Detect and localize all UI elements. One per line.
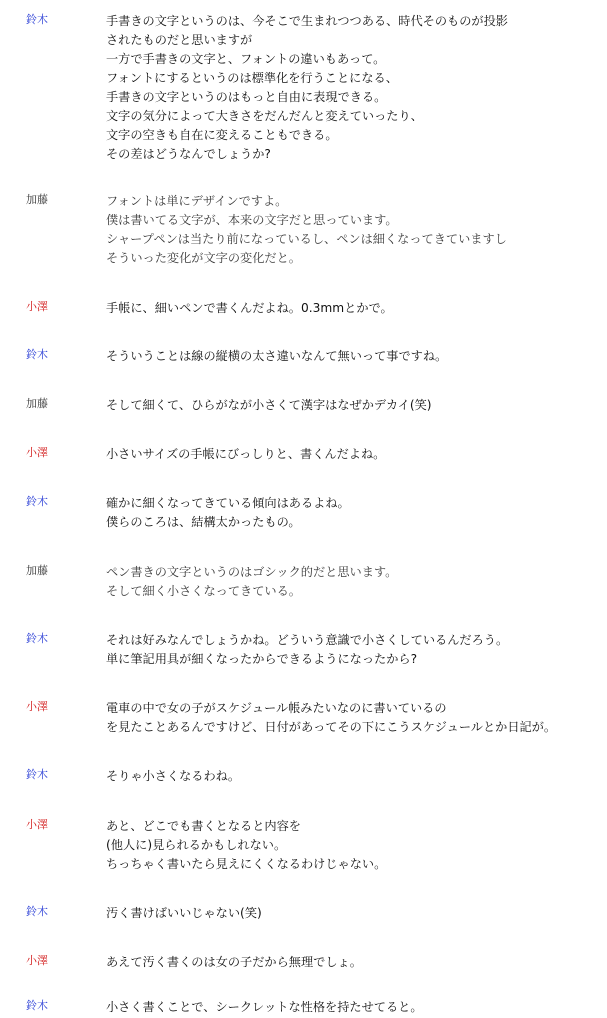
dialogue-line: 手帳に、細いペンで書くんだよね。0.3mmとかで。 bbox=[106, 301, 393, 315]
dialogue-line: それは好みなんでしょうかね。どういう意識で小さくしているんだろう。 bbox=[106, 633, 509, 647]
speaker-name: 小澤 bbox=[26, 818, 48, 831]
dialogue-line: 手書きの文字というのは、今そこで生まれつつある、時代そのものが投影 bbox=[106, 14, 508, 28]
speaker-name: 小澤 bbox=[26, 700, 48, 713]
speaker-name: 鈴木 bbox=[26, 632, 48, 645]
speaker-name: 加藤 bbox=[26, 397, 48, 410]
dialogue-line: されたものだと思いますが bbox=[106, 33, 253, 47]
speaker-name: 鈴木 bbox=[26, 495, 48, 508]
dialogue-text bbox=[106, 998, 601, 1017]
speaker-name: 鈴木 bbox=[26, 905, 48, 918]
dialogue-text bbox=[106, 12, 601, 164]
dialogue-line: 一方で手書きの文字と、フォントの違いもあって。 bbox=[106, 52, 386, 66]
dialogue-text bbox=[106, 699, 601, 737]
speaker-name: 加藤 bbox=[26, 564, 48, 577]
speaker-name: 鈴木 bbox=[26, 348, 48, 361]
dialogue-line: あと、どこでも書くとなると内容を bbox=[106, 819, 301, 833]
speaker-name: 小澤 bbox=[26, 954, 48, 967]
speaker-name: 鈴木 bbox=[26, 13, 48, 26]
dialogue-line: ちっちゃく書いたら見えにくくなるわけじゃない。 bbox=[106, 857, 387, 871]
dialogue-text bbox=[106, 445, 601, 464]
dialogue-text bbox=[106, 953, 601, 972]
dialogue-line: (他人に)見られるかもしれない。 bbox=[106, 838, 287, 852]
speaker-name: 小澤 bbox=[26, 300, 48, 313]
dialogue-text bbox=[106, 631, 601, 669]
dialogue-line: 汚く書けばいいじゃない(笑) bbox=[106, 906, 262, 920]
dialogue-line: 手書きの文字というのはもっと自由に表現できる。 bbox=[106, 90, 387, 104]
dialogue-text bbox=[106, 347, 601, 366]
dialogue-line: 単に筆記用具が細くなったからできるようになったから? bbox=[106, 652, 418, 666]
dialogue-line: 小さいサイズの手帳にびっしりと、書くんだよね。 bbox=[106, 447, 386, 461]
dialogue-line: を見たことあるんですけど、日付があってその下にこうスケジュールとか日記が。 bbox=[106, 720, 557, 734]
dialogue-text bbox=[106, 396, 601, 415]
dialogue-line: 小さく書くことで、シークレットな性格を持たせてると。 bbox=[106, 1000, 423, 1014]
speaker-name: 加藤 bbox=[26, 193, 48, 206]
dialogue-line: フォントは単にデザインですよ。 bbox=[106, 194, 288, 208]
dialogue-text bbox=[106, 494, 601, 532]
dialogue-line: そういうことは線の縦横の太さ違いなんて無いって事ですね。 bbox=[106, 349, 448, 363]
dialogue-line: 文字の気分によって大きさをだんだんと変えていったり、 bbox=[106, 109, 423, 123]
dialogue-line: そりゃ小さくなるわね。 bbox=[106, 769, 241, 783]
dialogue-text bbox=[106, 767, 601, 786]
dialogue-line: あえて汚く書くのは女の子だから無理でしょ。 bbox=[106, 955, 362, 969]
dialogue-line: ペン書きの文字というのはゴシック的だと思います。 bbox=[106, 565, 398, 579]
dialogue-text bbox=[106, 904, 601, 923]
dialogue-line: シャープペンは当たり前になっているし、ペンは細くなってきていますし bbox=[106, 232, 507, 246]
dialogue-line: フォントにするというのは標準化を行うことになる、 bbox=[106, 71, 398, 85]
dialogue-text bbox=[106, 299, 601, 318]
dialogue-line: 確かに細くなってきている傾向はあるよね。 bbox=[106, 496, 350, 510]
speaker-name: 鈴木 bbox=[26, 768, 48, 781]
dialogue-line: そして細く小さくなってきている。 bbox=[106, 584, 301, 598]
dialogue-line: そういった変化が文字の変化だと。 bbox=[106, 251, 301, 265]
dialogue-line: そして細くて、ひらがなが小さくて漢字はなぜかデカイ(笑) bbox=[106, 398, 432, 412]
dialogue-text bbox=[106, 192, 601, 268]
speaker-name: 鈴木 bbox=[26, 999, 48, 1012]
dialogue-line: 僕は書いてる文字が、本来の文字だと思っています。 bbox=[106, 213, 398, 227]
dialogue-line: 僕らのころは、結構太かったもの。 bbox=[106, 515, 301, 529]
dialogue-text bbox=[106, 563, 601, 601]
dialogue-line: 文字の空きも自在に変えることもできる。 bbox=[106, 128, 338, 142]
speaker-name: 小澤 bbox=[26, 446, 48, 459]
dialogue-line: その差はどうなんでしょうか? bbox=[106, 147, 271, 161]
dialogue-line: 電車の中で女の子がスケジュール帳みたいなのに書いているの bbox=[106, 701, 447, 715]
dialogue-text bbox=[106, 817, 601, 874]
